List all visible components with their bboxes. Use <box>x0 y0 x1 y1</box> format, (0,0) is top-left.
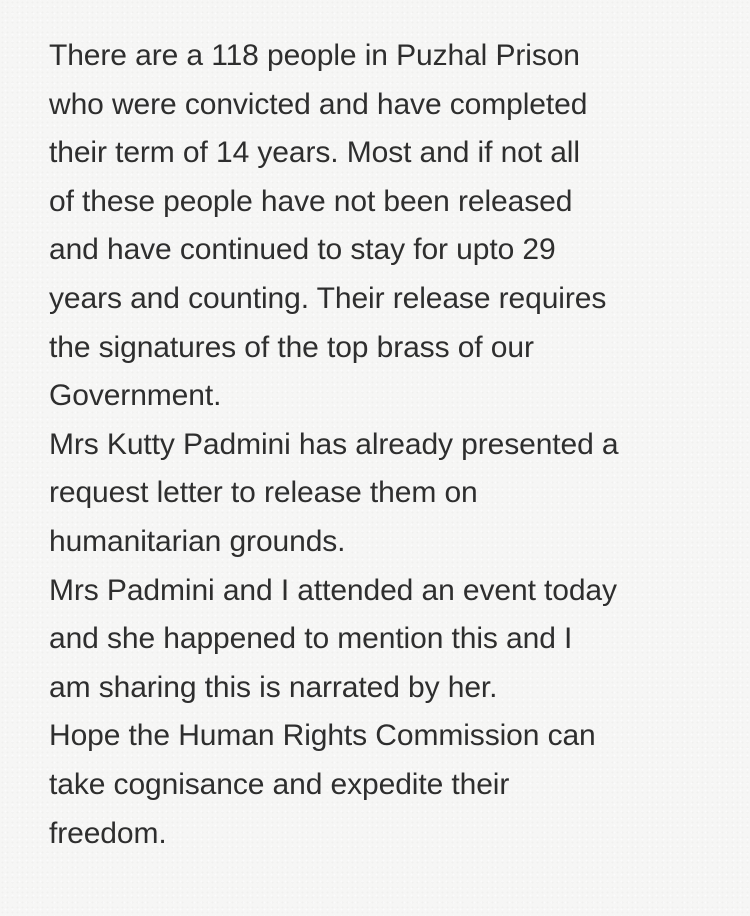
note-line: and have continued to stay for upto 29 <box>49 233 556 267</box>
note-line: Government. <box>49 379 222 413</box>
note-line: There are a 118 people in Puzhal Prison <box>49 39 580 72</box>
note-line: who were convicted and have completed <box>49 87 588 121</box>
note-line: years and counting. Their release requires <box>49 281 607 315</box>
note-line: Hope the Human Rights Commission can <box>49 719 596 753</box>
note-line: Mrs Kutty Padmini has already presented a <box>49 427 619 461</box>
note-line: Mrs Padmini and I attended an event today <box>49 573 617 607</box>
note-line: am sharing this is narrated by her. <box>49 670 498 704</box>
note-line: their term of 14 years. Most and if not all <box>49 136 580 170</box>
note-line: humanitarian grounds. <box>49 524 346 558</box>
note-line: request letter to release them on <box>49 476 478 510</box>
note-line: and she happened to mention this and I <box>49 622 573 656</box>
note-line: of these people have not been released <box>49 184 573 218</box>
note-line: the signatures of the top brass of our <box>49 330 534 364</box>
note-line: freedom. <box>49 816 167 850</box>
note-body <box>49 32 720 858</box>
note-line: take cognisance and expedite their <box>49 767 510 801</box>
